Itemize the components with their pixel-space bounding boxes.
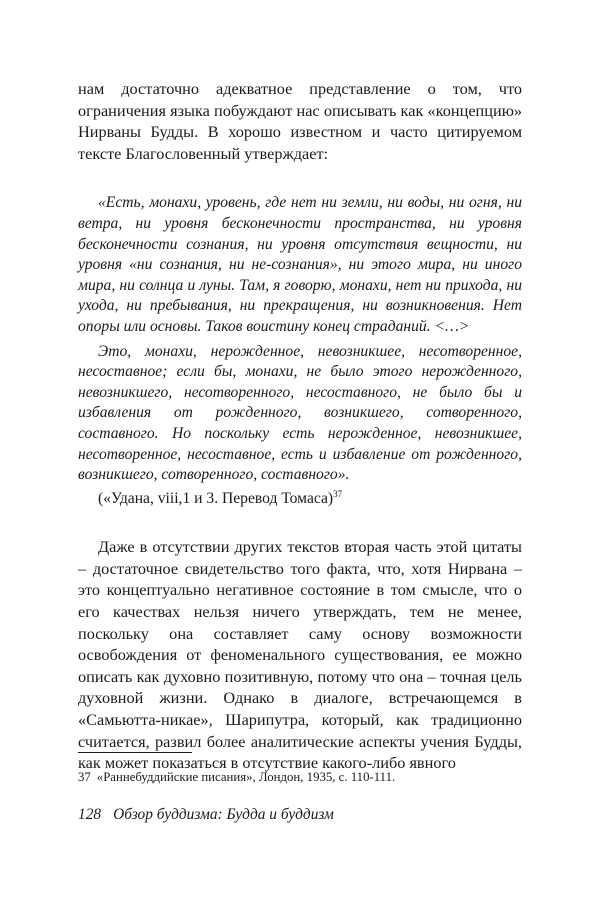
body-paragraph: Даже в отсутствии других текстов вторая часть этой цитаты – достаточное свидетельство того факта, что, хотя Нирвана – это концептуально негативное состояние в том смысле, что о его качествах нельзя ничего утверждать, тем не менее, поскольку она составляет саму основу возможности освобождения от феноменального существования, ее можно описать как духовно позитивную, потому что она – точная цель духовной жизни. Однако в диалоге, встречающемся в «Самьютта-никае», Шарипутра, который, как традиционно считается, развил более аналитические аспекты учения Будды, как может показаться в отсутствие какого-либо явного — [78, 537, 522, 773]
running-footer — [78, 805, 522, 825]
quotation-paragraph: Это, монахи, нерожденное, невозникшее, несотворенное, несоставное; если бы, монахи, не было этого нерожденного, невозникшего, несотворенного, несоставного, не было бы и избавления от рожденного, возникшего, сотворенного, составного. Но поскольку есть нерожденное, невозникшее, несотворенное, несоставное, есть и избавление от рожденного, возникшего, сотворенного, составного». — [78, 342, 522, 484]
page-body — [78, 78, 522, 774]
footnote-text: «Раннебуддийские писания», Лондон, 1935, с. 110-111. — [96, 770, 396, 784]
body-paragraph: нам достаточно адекватное представление о том, что ограничения языка побуждают нас описывать как «концепцию» Нирваны Будды. В хорошо известном и часто цитируемом тексте Благословенный утверждает: — [78, 79, 522, 163]
footnote — [78, 769, 522, 785]
footnote-divider — [78, 752, 192, 753]
page-number: 128 — [78, 806, 102, 823]
footnote-number: 37 — [78, 770, 91, 784]
source-citation: («Удана, viii,1 и 3. Перевод Томаса) — [98, 489, 334, 507]
footnote-reference[interactable]: 37 — [333, 488, 343, 499]
quotation-paragraph: «Есть, монахи, уровень, где нет ни земли, ни воды, ни огня, ни ветра, ни уровня бесконечности пространства, ни уровня бесконечности сознания, ни уровня отсутствия вещности, ни уровня «ни сознания, ни не-сознания», ни этого мира, ни иного мира, ни солнца и луны. Там, я говорю, монахи, нет ни прихода, ни ухода, ни пребывания, ни прекращения, ни возникновения. Нет опоры или основы. Таков воистину конец страданий. <…> — [78, 194, 522, 335]
book-title: Обзор буддизма: Будда и буддизм — [113, 806, 334, 823]
quotation-source — [78, 489, 522, 510]
